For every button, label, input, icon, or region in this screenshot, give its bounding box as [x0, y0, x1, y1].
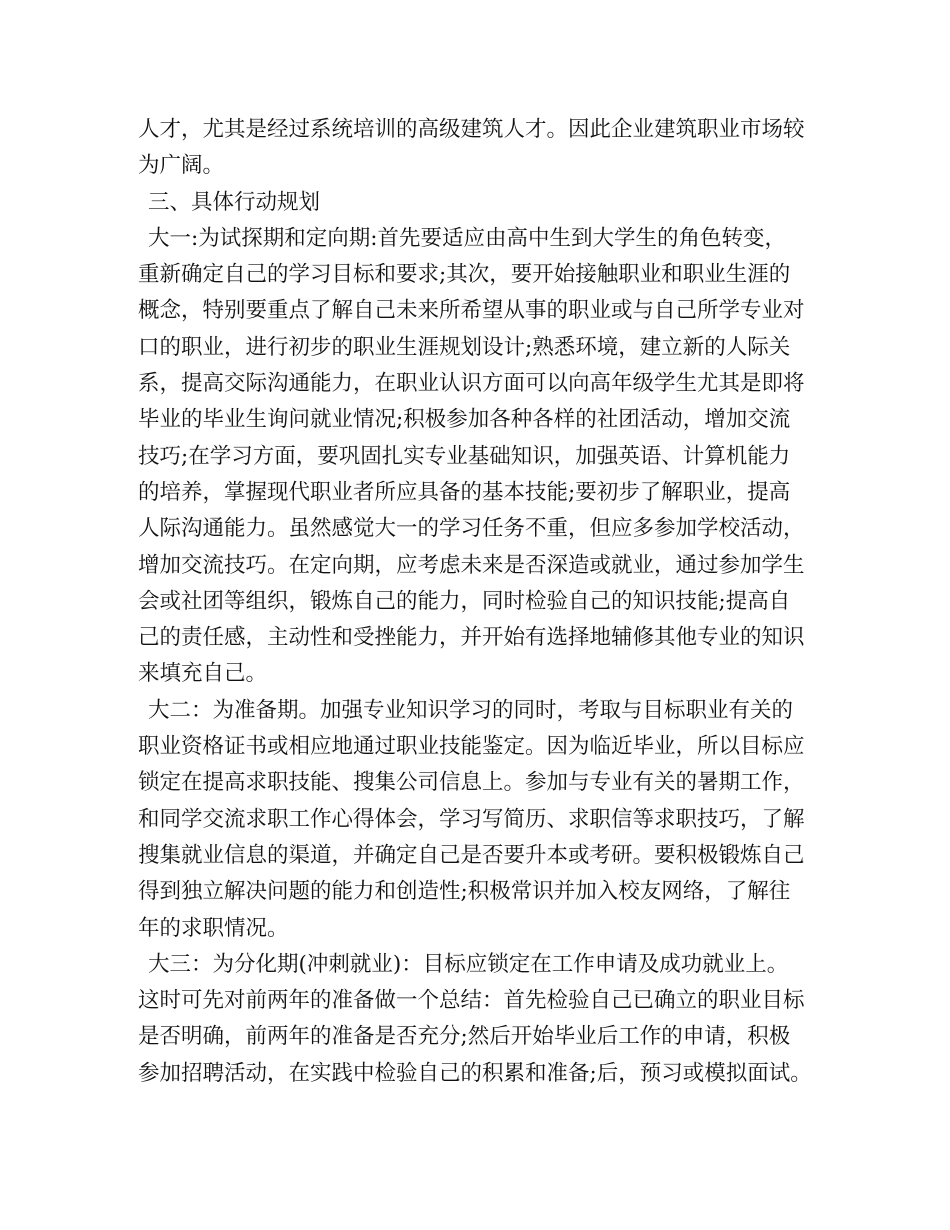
text-line: 锁定在提高求职技能、搜集公司信息上。参加与专业有关的暑期工作，	[138, 770, 805, 796]
text-line: 毕业的毕业生询问就业情况;积极参加各种各样的社团活动，增加交流	[138, 407, 791, 433]
text-line: 会或社团等组织，锻炼自己的能力，同时检验自己的知识技能;提高自	[138, 588, 791, 614]
text-line: 和同学交流求职工作心得体会，学习写简历、求职信等求职技巧，了解	[138, 806, 805, 832]
paragraph-year3	[138, 947, 828, 1092]
text-line: 重新确定自己的学习目标和要求;其次，要开始接触职业和职业生涯的	[138, 262, 791, 288]
paragraph-year2	[138, 693, 828, 947]
text-line: 搜集就业信息的渠道，并确定自己是否要升本或考研。要积极锻炼自己	[138, 842, 805, 868]
text-line: 口的职业，进行初步的职业生涯规划设计;熟悉环境，建立新的人际关	[138, 334, 791, 360]
text-line: 人才，尤其是经过系统培训的高级建筑人才。因此企业建筑职业市场较	[138, 117, 805, 142]
text-line: 大一:为试探期和定向期:首先要适应由高中生到大学生的角色转变，	[148, 225, 786, 251]
text-line: 这时可先对前两年的准备做一个总结：首先检验自己已确立的职业目标	[138, 988, 805, 1014]
text-line: 职业资格证书或相应地通过职业技能鉴定。因为临近毕业，所以目标应	[138, 734, 805, 760]
text-line: 大二：为准备期。加强专业知识学习的同时，考取与目标职业有关的	[148, 697, 794, 723]
text-line: 己的责任感，主动性和受挫能力，并开始有选择地辅修其他专业的知识	[138, 625, 805, 651]
paragraph-intro	[138, 112, 828, 185]
text-line: 来填充自己。	[138, 661, 268, 687]
text-line: 概念，特别要重点了解自己未来所希望从事的职业或与自己所学专业对	[138, 298, 805, 324]
text-line: 参加招聘活动，在实践中检验自己的积累和准备;后，预习或模拟面试。	[138, 1060, 812, 1086]
paragraph-heading	[138, 185, 828, 221]
text-line: 人际沟通能力。虽然感觉大一的学习任务不重，但应多参加学校活动，	[138, 516, 805, 542]
text-line: 系，提高交际沟通能力，在职业认识方面可以向高年级学生尤其是即将	[138, 371, 805, 397]
text-line: 为广阔。	[138, 153, 225, 179]
text-line: 年的求职情况。	[138, 915, 289, 941]
text-line: 增加交流技巧。在定向期，应考虑未来是否深造或就业，通过参加学生	[138, 552, 805, 578]
text-line: 的培养，掌握现代职业者所应具备的基本技能;要初步了解职业，提高	[138, 479, 791, 505]
text-line: 大三：为分化期(冲刺就业)：目标应锁定在工作申请及成功就业上。	[148, 951, 789, 977]
paragraph-year1	[138, 221, 828, 693]
text-line: 得到独立解决问题的能力和创造性;积极常识并加入校友网络，了解往	[138, 879, 791, 905]
text-line: 三、具体行动规划	[148, 189, 321, 215]
document-body	[138, 112, 828, 1092]
text-line: 技巧;在学习方面，要巩固扎实专业基础知识，加强英语、计算机能力	[138, 443, 791, 469]
text-line: 是否明确，前两年的准备是否充分;然后开始毕业后工作的申请，积极	[138, 1024, 791, 1050]
